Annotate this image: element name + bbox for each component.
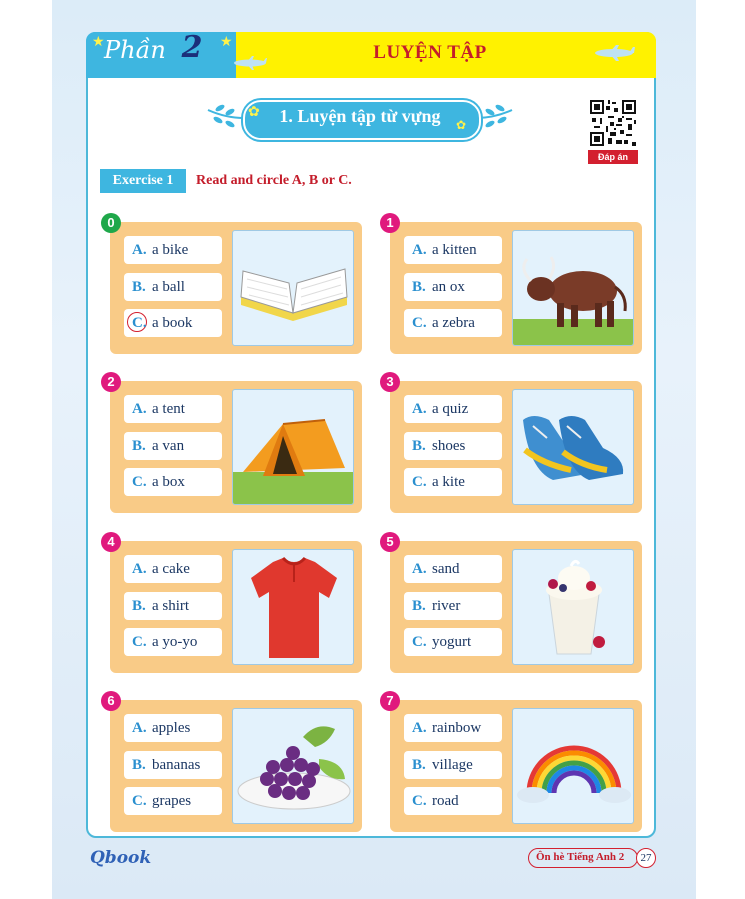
- publisher-logo: Qbook: [90, 848, 152, 868]
- option-text: rainbow: [432, 720, 482, 736]
- option-letter: C.: [132, 315, 147, 331]
- option-c[interactable]: [124, 787, 222, 815]
- option-letter: B.: [412, 438, 426, 454]
- option-a[interactable]: [124, 236, 222, 264]
- option-text: village: [432, 757, 473, 773]
- option-text: a bike: [152, 242, 189, 258]
- option-letter: C.: [412, 474, 427, 490]
- book-picture: [232, 230, 354, 346]
- question-number: 3: [380, 372, 400, 392]
- option-b[interactable]: [404, 751, 502, 779]
- option-letter: A.: [132, 561, 147, 577]
- shoes-picture: [512, 389, 634, 505]
- book-title: Ôn hè Tiếng Anh 2: [536, 851, 625, 863]
- question-card-1: [390, 222, 642, 354]
- option-a[interactable]: [124, 555, 222, 583]
- flower-icon: ✿: [456, 118, 467, 132]
- airplane-icon: [232, 55, 268, 71]
- option-text: a ball: [152, 279, 185, 295]
- star-icon: ★: [220, 35, 233, 50]
- option-c[interactable]: [124, 468, 222, 496]
- option-text: a zebra: [432, 315, 475, 331]
- option-a[interactable]: [124, 714, 222, 742]
- option-letter: C.: [132, 793, 147, 809]
- question-card-6: [110, 700, 362, 832]
- question-card-2: [110, 381, 362, 513]
- option-text: a tent: [152, 401, 185, 417]
- question-number: 4: [101, 532, 121, 552]
- header-title: LUYỆN TẬP: [373, 42, 487, 63]
- option-letter: B.: [412, 598, 426, 614]
- qr-code-icon[interactable]: [588, 98, 638, 148]
- option-letter: A.: [132, 242, 147, 258]
- option-a[interactable]: [404, 714, 502, 742]
- option-text: a kitten: [432, 242, 477, 258]
- rainbow-picture: [512, 708, 634, 824]
- option-c[interactable]: [404, 468, 502, 496]
- option-text: river: [432, 598, 461, 614]
- option-text: sand: [432, 561, 460, 577]
- option-b[interactable]: [124, 751, 222, 779]
- option-letter: C.: [412, 634, 427, 650]
- question-card-5: [390, 541, 642, 673]
- option-b[interactable]: [404, 592, 502, 620]
- shirt-picture: [232, 549, 354, 665]
- option-letter: B.: [132, 438, 146, 454]
- question-card-4: [110, 541, 362, 673]
- option-letter: C.: [412, 793, 427, 809]
- airplane-icon: [592, 44, 636, 62]
- question-card-3: [390, 381, 642, 513]
- option-letter: A.: [412, 561, 427, 577]
- option-b[interactable]: [404, 273, 502, 301]
- option-text: an ox: [432, 279, 465, 295]
- option-b[interactable]: [404, 432, 502, 460]
- option-b[interactable]: [124, 432, 222, 460]
- option-text: a kite: [432, 474, 465, 490]
- question-number: 2: [101, 372, 121, 392]
- option-text: shoes: [432, 438, 466, 454]
- option-text: a cake: [152, 561, 190, 577]
- part-number: 2: [181, 30, 203, 65]
- option-text: a quiz: [432, 401, 469, 417]
- option-a[interactable]: [404, 236, 502, 264]
- question-number: 5: [380, 532, 400, 552]
- question-number: 7: [380, 691, 400, 711]
- section-title: 1. Luyện tập từ vựng: [279, 106, 441, 126]
- exercise-label: Exercise 1: [100, 169, 186, 193]
- option-text: a yo-yo: [152, 634, 198, 650]
- option-c[interactable]: [404, 628, 502, 656]
- option-a[interactable]: [124, 395, 222, 423]
- option-text: apples: [152, 720, 191, 736]
- option-a[interactable]: [404, 555, 502, 583]
- exercise-instruction: Read and circle A, B or C.: [196, 173, 352, 188]
- option-text: a shirt: [152, 598, 190, 614]
- tent-picture: [232, 389, 354, 505]
- part-label: Phần: [104, 36, 166, 64]
- option-text: road: [432, 793, 459, 809]
- option-letter: B.: [412, 757, 426, 773]
- option-letter: B.: [132, 757, 146, 773]
- qr-caption: Đáp án: [588, 150, 638, 164]
- option-letter: B.: [412, 279, 426, 295]
- star-icon: ★: [92, 35, 105, 50]
- option-text: bananas: [152, 757, 201, 773]
- option-c[interactable]: [124, 628, 222, 656]
- option-letter: B.: [132, 279, 146, 295]
- option-letter: A.: [412, 720, 427, 736]
- option-letter: C.: [132, 474, 147, 490]
- yogurt-picture: [512, 549, 634, 665]
- option-text: a van: [152, 438, 185, 454]
- option-text: a box: [152, 474, 185, 490]
- option-c[interactable]: [124, 309, 222, 337]
- option-b[interactable]: [124, 592, 222, 620]
- option-c[interactable]: [404, 787, 502, 815]
- option-letter: A.: [132, 720, 147, 736]
- question-number: 6: [101, 691, 121, 711]
- option-text: grapes: [152, 793, 192, 809]
- grapes-picture: [232, 708, 354, 824]
- option-letter: A.: [412, 242, 427, 258]
- page-number: 27: [636, 848, 656, 868]
- question-number: 0: [101, 213, 121, 233]
- option-letter: C.: [412, 315, 427, 331]
- option-text: yogurt: [432, 634, 472, 650]
- option-letter: A.: [132, 401, 147, 417]
- leaf-sprig-icon: [206, 100, 246, 136]
- option-a[interactable]: [404, 395, 502, 423]
- ox-picture: [512, 230, 634, 346]
- option-letter: C.: [132, 634, 147, 650]
- question-number: 1: [380, 213, 400, 233]
- question-card-7: [390, 700, 642, 832]
- option-text: a book: [152, 315, 193, 331]
- question-card-0: [110, 222, 362, 354]
- option-c[interactable]: [404, 309, 502, 337]
- option-letter: B.: [132, 598, 146, 614]
- flower-icon: ✿: [248, 105, 260, 120]
- option-b[interactable]: [124, 273, 222, 301]
- option-letter: A.: [412, 401, 427, 417]
